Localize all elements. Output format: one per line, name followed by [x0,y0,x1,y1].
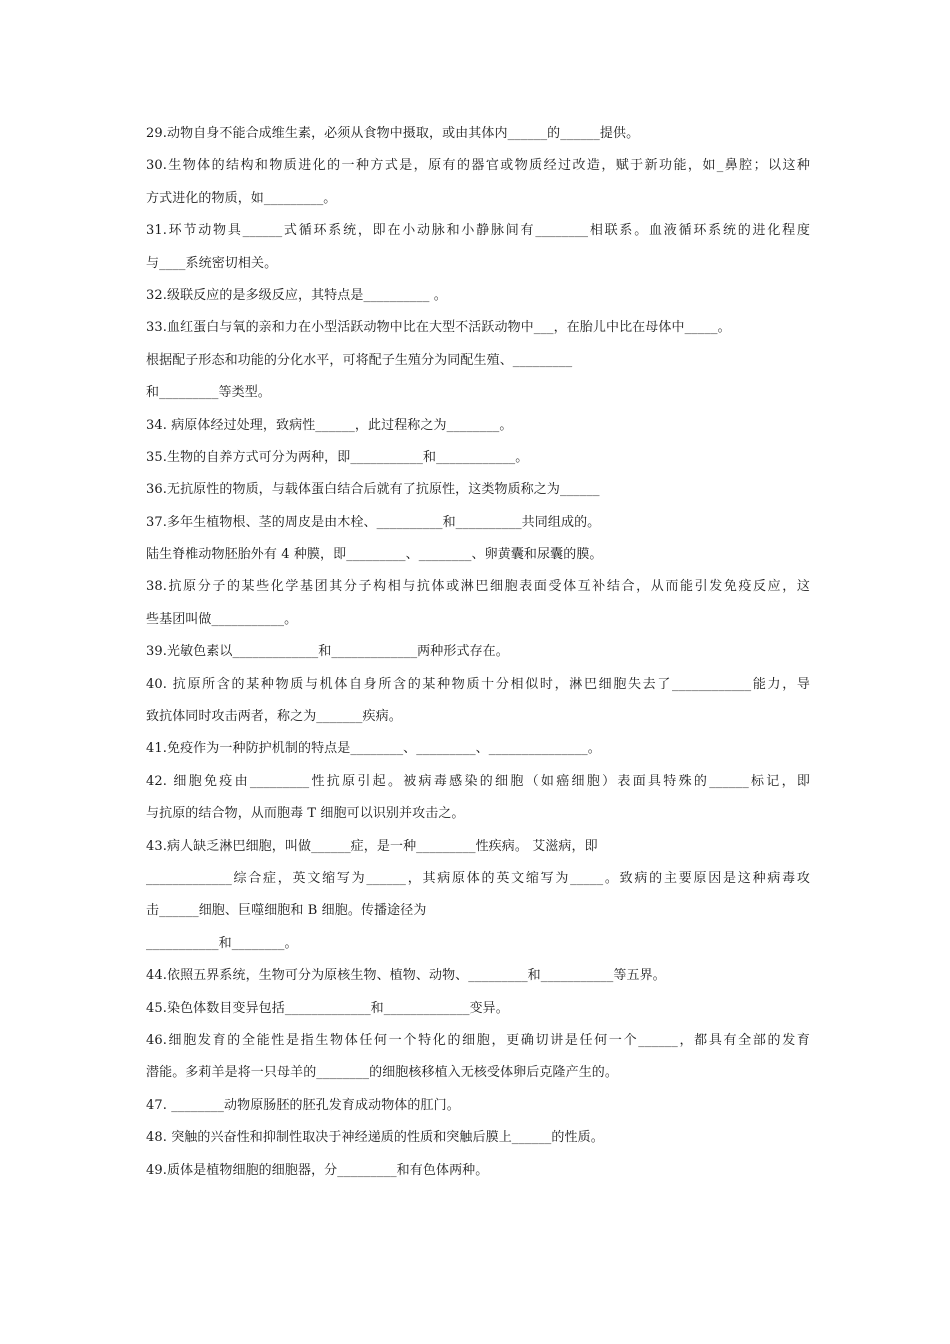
text-line: 与____系统密切相关。 [146,255,278,271]
text-line: 40. 抗原所含的某种物质与机体自身所含的某种物质十分相似时，淋巴细胞失去了____________能力，导 [146,676,810,692]
text-line: ___________和________。 [146,935,298,951]
text-line: 致抗体同时攻击两者，称之为_______疾病。 [146,709,402,725]
text-line: 些基团叫做___________。 [146,611,298,627]
text-line: 陆生脊椎动物胚胎外有 4 种膜，即_________、________、卵黄囊和尿囊的膜。 [146,547,603,563]
document-body [146,118,810,1187]
text-line: 44.依照五界系统，生物可分为原核生物、植物、动物、_________和___________等五界。 [146,968,666,984]
text-line: 击______细胞、巨噬细胞和 B 细胞。传播途径为 [146,903,427,919]
text-line: 和_________等类型。 [146,385,271,401]
text-line: 35.生物的自养方式可分为两种，即___________和____________。 [146,449,529,465]
text-line: 29.动物自身不能合成维生素，必须从食物中摄取，或由其体内______的______提供。 [146,126,640,141]
text-line: 43.病人缺乏淋巴细胞，叫做______症，是一种_________性疾病。 艾滋病，即 [146,838,598,854]
text-line: 49.质体是植物细胞的细胞器，分_________和有色体两种。 [146,1162,489,1178]
text-line: 31.环节动物具______式循环系统，即在小动脉和小静脉间有________相联系。血液循环系统的进化程度 [146,223,810,239]
text-line: 48. 突触的兴奋性和抑制性取决于神经递质的性质和突触后膜上______的性质。 [146,1130,604,1146]
text-line: 36.无抗原性的物质，与载体蛋白结合后就有了抗原性，这类物质称之为______ [146,482,600,498]
text-line: 根据配子形态和功能的分化水平，可将配子生殖分为同配生殖、_________ [146,352,573,368]
text-line: 34. 病原体经过处理，致病性______，此过程称之为________。 [146,417,513,433]
text-line: 39.光敏色素以_____________和_____________两种形式存在。 [146,644,509,660]
text-line: 方式进化的物质，如_________。 [146,190,337,206]
text-line: 30.生物体的结构和物质进化的一种方式是，原有的器官或物质经过改造，赋于新功能，如_鼻腔；以这种 [146,158,810,174]
text-line: 32.级联反应的是多级反应，其特点是__________ 。 [146,287,447,303]
text-line: 47. ________动物原肠胚的胚孔发育成动物体的肛门。 [146,1097,460,1113]
text-line: 33.血红蛋白与氧的亲和力在小型活跃动物中比在大型不活跃动物中___，在胎儿中比在母体中_____。 [146,320,731,336]
text-line: 46.细胞发育的全能性是指生物体任何一个特化的细胞，更确切讲是任何一个______，都具有全部的发育 [146,1032,810,1048]
text-line: 与抗原的结合物，从而胞毒 T 细胞可以识别并攻击之。 [146,806,465,822]
text-line: 潜能。多莉羊是将一只母羊的________的细胞核移植入无核受体卵后克隆产生的。 [146,1065,619,1081]
text-line: 41.免疫作为一种防护机制的特点是________、_________、_______________。 [146,741,601,757]
text-line: _____________综合症，英文缩写为______，其病原体的英文缩写为_____。致病的主要原因是这种病毒攻 [146,870,810,886]
text-line: 38.抗原分子的某些化学基团其分子构相与抗体或淋巴细胞表面受体互补结合，从而能引发免疫反应，这 [146,579,810,595]
text-line: 42. 细胞免疫由_________性抗原引起。被病毒感染的细胞（如癌细胞）表面具特殊的______标记，即 [146,773,810,789]
text-line: 37.多年生植物根、茎的周皮是由木栓、__________和__________共同组成的。 [146,514,601,530]
text-line: 45.染色体数目变异包括_____________和_____________变异。 [146,1000,509,1016]
